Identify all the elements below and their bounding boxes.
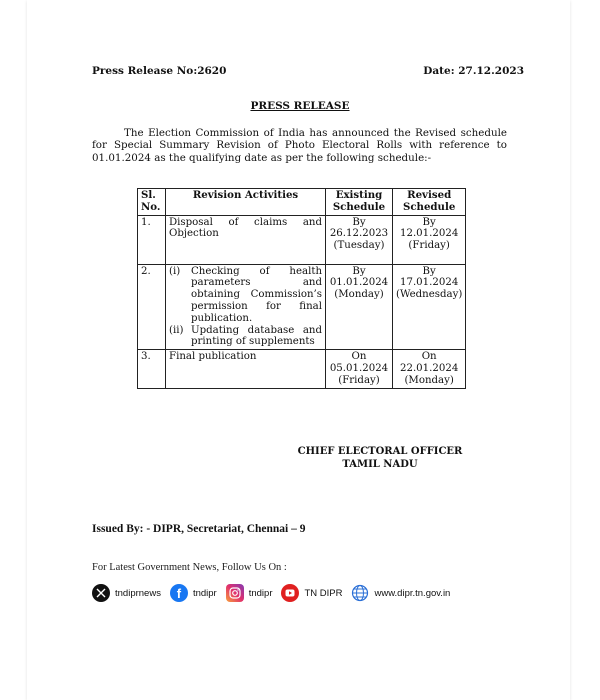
existing-date: 26.12.2023 [329,228,389,240]
header-existing-schedule: Existing Schedule [326,189,393,216]
press-release-number: Press Release No:2620 [92,65,227,77]
row-revised [393,350,466,388]
schedule-table [137,188,466,389]
existing-day: (Friday) [338,374,380,386]
page-title: PRESS RELEASE [250,100,350,112]
row-sl: 3. [138,350,166,388]
facebook-icon: f [170,584,188,602]
revised-prefix: By [422,216,436,228]
row-existing [326,264,393,350]
existing-date: 05.01.2024 [329,362,389,374]
sub-item [169,266,322,325]
row-activity: Final publication [166,350,326,388]
sub-item-text: Updating database and printing of supplements [191,324,322,348]
revised-date: 12.01.2024 [399,228,459,240]
existing-date: 01.01.2024 [329,277,389,289]
table-header-row [138,189,466,216]
globe-icon [351,584,369,602]
social-youtube-link[interactable] [281,584,342,602]
social-label: TN DIPR [304,587,343,599]
header-revised-schedule: Revised Schedule [393,189,466,216]
row-activity: Disposal of claims and Objection [166,215,326,264]
social-facebook-link[interactable] [170,584,217,602]
revised-day: (Monday) [404,374,454,386]
social-label: tndipr [192,587,217,599]
existing-prefix: By [352,265,366,277]
row-existing [326,350,393,388]
social-instagram-link[interactable] [226,584,273,602]
existing-day: (Tuesday) [333,240,385,252]
revised-prefix: By [422,265,436,277]
sub-item-text: Checking of health parameters and obtaining Commission’s permission for final publication. [191,265,322,324]
revised-day: (Wednesday) [396,289,463,301]
row-sl: 2. [138,264,166,350]
social-website-link[interactable] [351,584,450,602]
table-row [138,350,466,388]
existing-prefix: On [351,351,367,363]
revised-date: 17.01.2024 [399,277,459,289]
existing-day: (Monday) [334,289,384,301]
row-revised [393,215,466,264]
signature-block [0,445,600,471]
issued-by: Issued By: - DIPR, Secretariat, Chennai – 9 [92,523,306,535]
header-revision-activities: Revision Activities [166,189,326,216]
existing-prefix: By [352,216,366,228]
instagram-icon [226,584,244,602]
revised-prefix: On [421,351,437,363]
social-links [92,582,459,604]
release-date: Date: 27.12.2023 [423,65,524,77]
revised-day: (Friday) [408,240,450,252]
signature-title: CHIEF ELECTORAL OFFICER [297,446,463,457]
x-icon [92,584,110,602]
row-existing [326,215,393,264]
signature-state: TAMIL NADU [342,459,418,470]
follow-us-text: For Latest Government News, Follow Us On : [92,562,287,573]
row-sl: 1. [138,215,166,264]
row-activity [166,264,326,350]
revised-date: 22.01.2024 [399,362,459,374]
social-label: www.dipr.tn.gov.in [374,587,451,599]
sub-item [169,325,322,349]
header-sl-no: Sl. No. [138,189,166,216]
body-paragraph-text: The Election Commission of India has announced the Revised schedule for Special Summary Revision of Photo Electoral Rolls with reference to 01.01.2024 as the qualifying date as per the following schedule:- [92,127,507,164]
table-row [138,264,466,350]
table-row [138,215,466,264]
social-label: tndiprnews [115,587,161,599]
youtube-icon [281,584,299,602]
sub-item-marker: (ii) [169,324,184,336]
sub-item-marker: (i) [169,265,181,277]
social-x-link[interactable] [92,584,161,602]
social-label: tndipr [248,587,273,599]
row-revised [393,264,466,350]
body-paragraph [92,127,507,164]
